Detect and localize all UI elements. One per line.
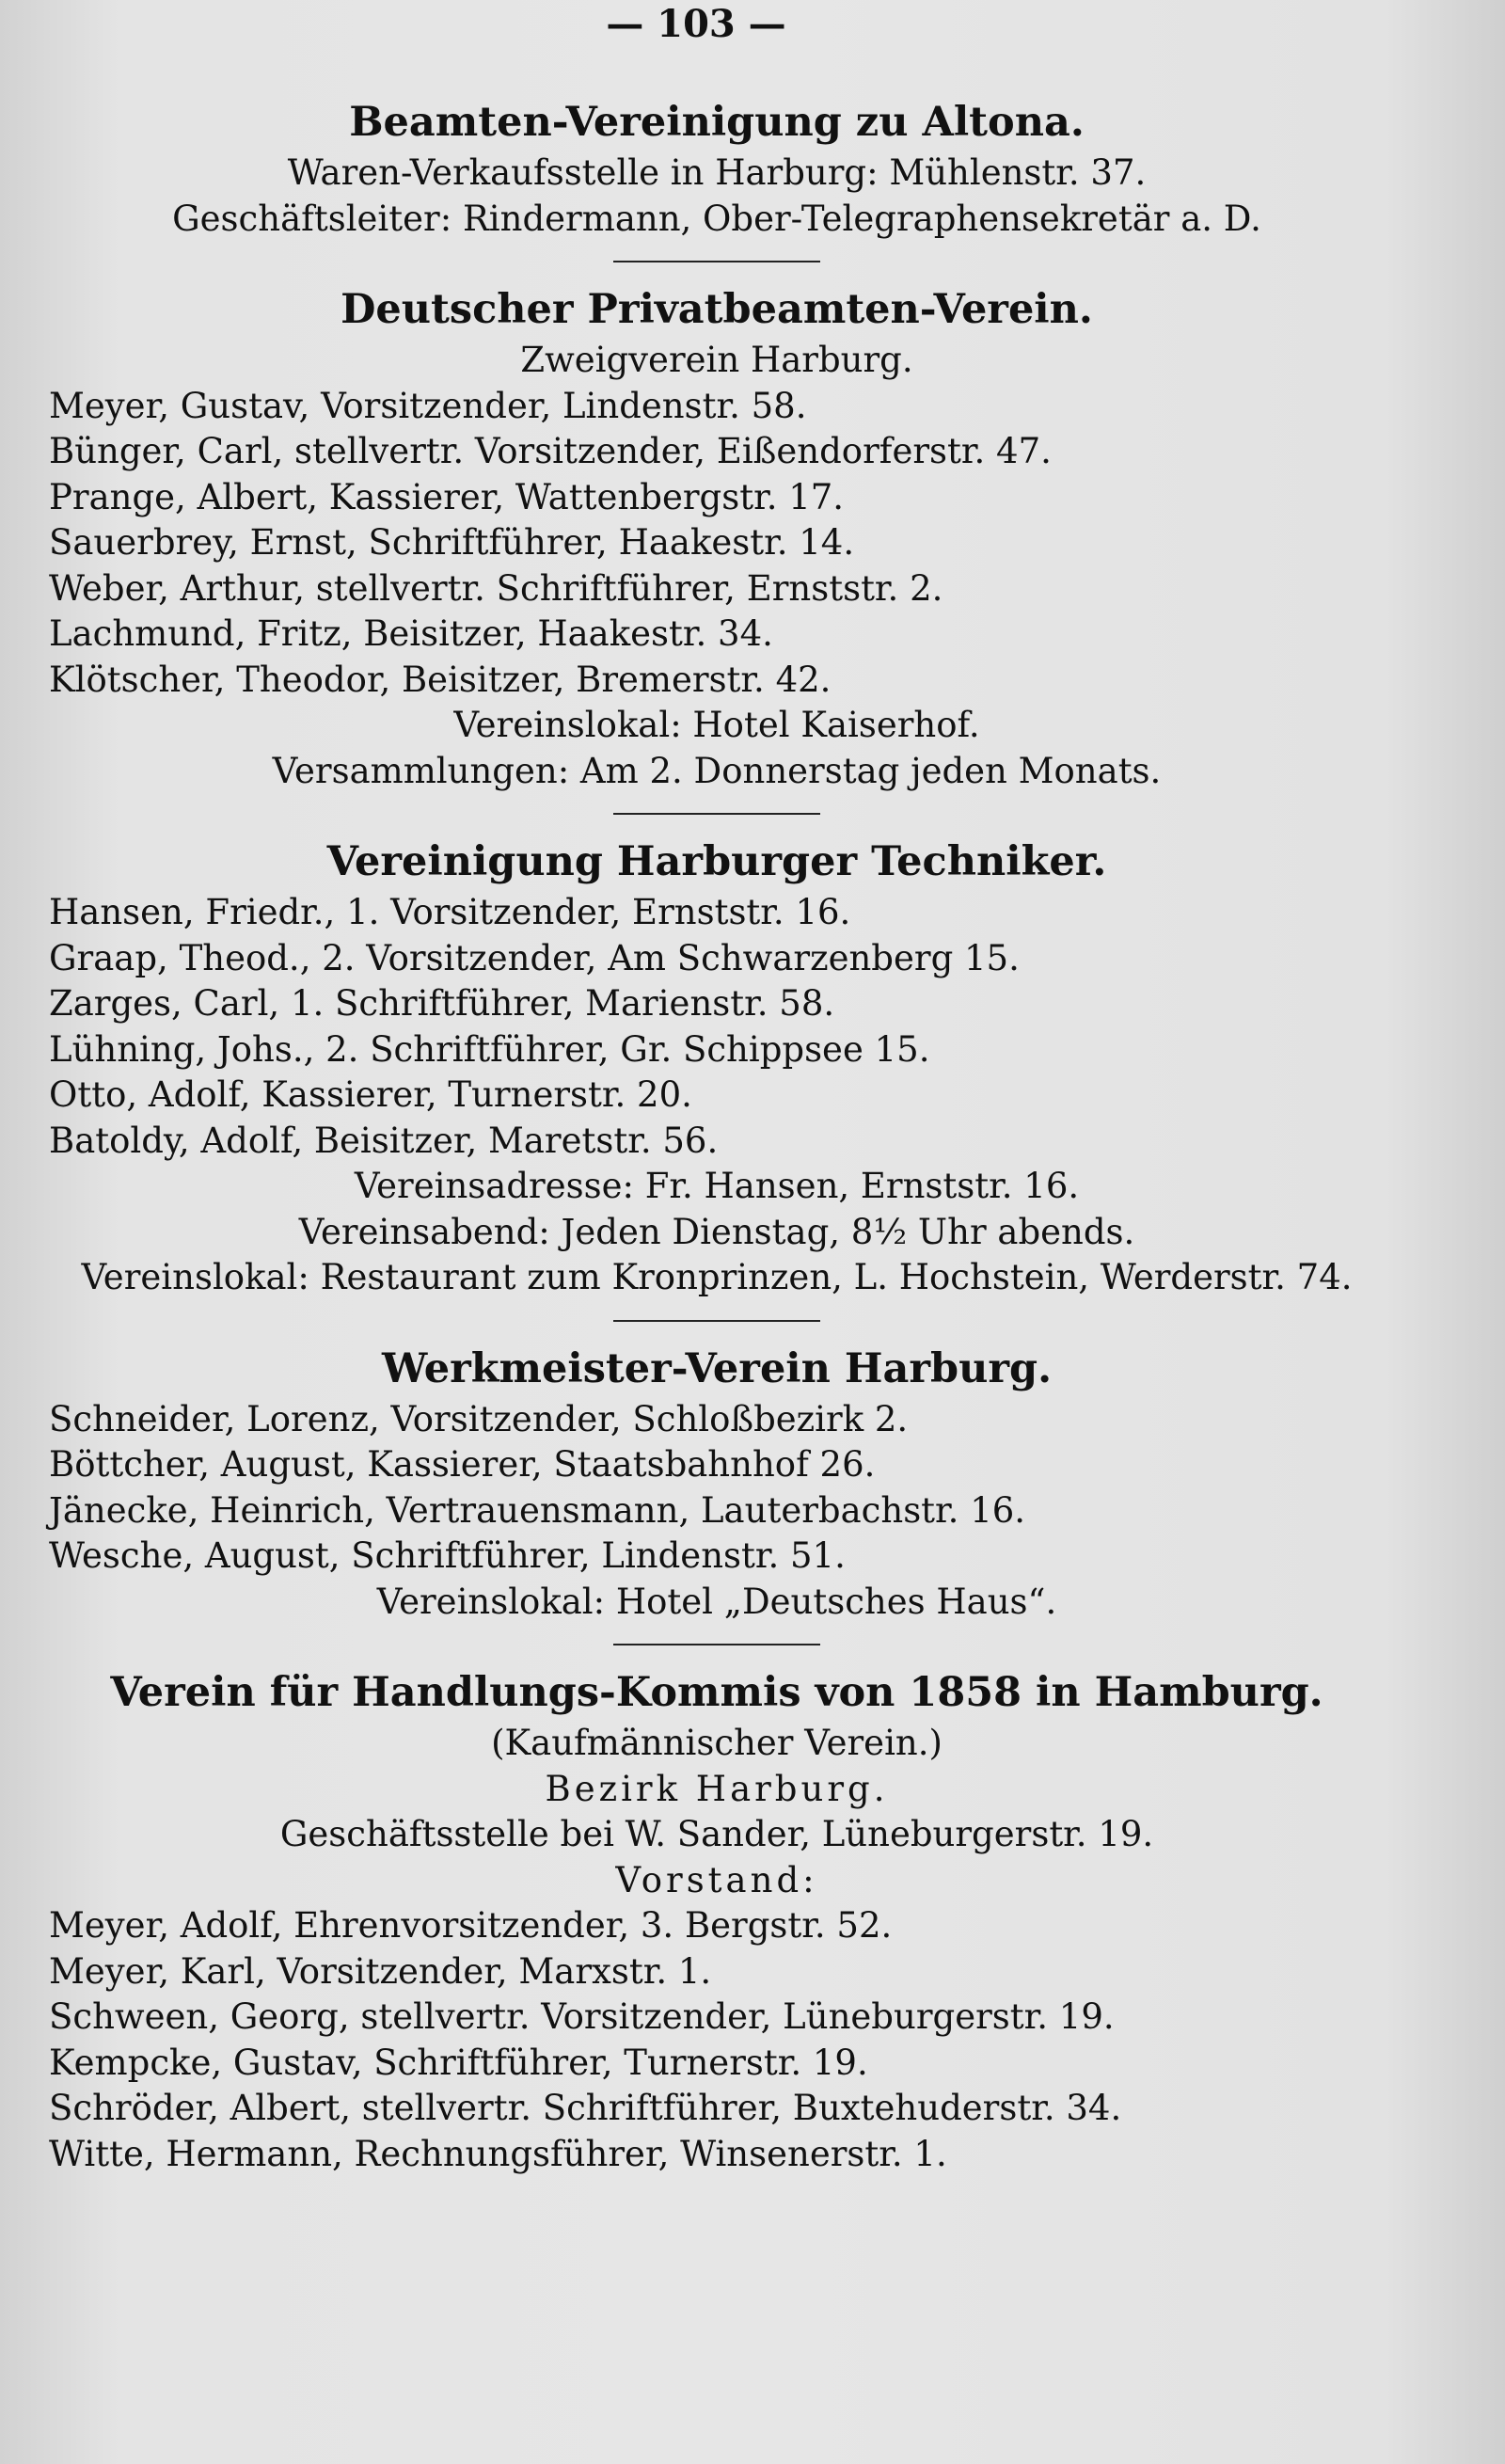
section-divider [613,261,820,262]
member-line: Otto, Adolf, Kassierer, Turnerstr. 20. [49,1074,692,1115]
section-subtitle: Zweigverein Harburg. [520,340,913,380]
note-line: Vereinslokal: Hotel Kaiserhof. [453,705,980,745]
member-line: Meyer, Gustav, Vorsitzender, Lindenstr. 58. [49,385,807,426]
info-line: Geschäftsleiter: Rindermann, Ober-Telegraphensekretär a. D. [172,198,1261,239]
member-line: Kempcke, Gustav, Schriftführer, Turnerstr. 19. [49,2042,868,2083]
member-line: Klötscher, Theodor, Beisitzer, Bremerstr. 42. [49,659,832,700]
board-label: Vorstand: [615,1859,818,1900]
member-line: Meyer, Adolf, Ehrenvorsitzender, 3. Bergstr. 52. [49,1905,893,1946]
info-line: Waren-Verkaufsstelle in Harburg: Mühlenstr. 37. [287,152,1147,193]
section-title: Vereinigung Harburger Techniker. [326,838,1107,885]
district-line: Bezirk Harburg. [545,1768,889,1809]
section-subtitle: (Kaufmännischer Verein.) [491,1723,943,1763]
page-number: — 103 — [606,2,786,46]
member-line: Schneider, Lorenz, Vorsitzender, Schloßbezirk 2. [49,1398,909,1439]
section-title: Beamten-Vereinigung zu Altona. [349,99,1085,146]
member-line: Böttcher, August, Kassierer, Staatsbahnhof 26. [49,1444,876,1485]
section-beamten-vereinigung [49,94,1385,242]
member-line: Weber, Arthur, stellvertr. Schriftführer, Ernststr. 2. [49,567,943,609]
member-line: Witte, Hermann, Rechnungsführer, Winsenerstr. 1. [49,2133,947,2174]
note-line: Vereinsadresse: Fr. Hansen, Ernststr. 16. [354,1166,1080,1206]
member-line: Lühning, Johs., 2. Schriftführer, Gr. Schippsee 15. [49,1028,930,1070]
note-line: Vereinsabend: Jeden Dienstag, 8½ Uhr abends. [298,1211,1135,1252]
member-line: Meyer, Karl, Vorsitzender, Marxstr. 1. [49,1950,712,1992]
section-title: Werkmeister-Verein Harburg. [381,1344,1053,1392]
member-line: Lachmund, Fritz, Beisitzer, Haakestr. 34. [49,613,773,654]
section-harburger-techniker [49,834,1385,1301]
office-line: Geschäftsstelle bei W. Sander, Lüneburgerstr. 19. [279,1814,1154,1854]
member-line: Zarges, Carl, 1. Schriftführer, Marienstr. 58. [49,983,835,1024]
section-title: Deutscher Privatbeamten-Verein. [341,286,1093,333]
section-divider [613,813,820,815]
section-divider [613,1644,820,1645]
section-title: Verein für Handlungs-Kommis von 1858 in Hamburg. [110,1669,1323,1716]
member-line: Batoldy, Adolf, Beisitzer, Maretstr. 56. [49,1120,719,1161]
member-line: Jänecke, Heinrich, Vertrauensmann, Lauterbachstr. 16. [49,1489,1026,1531]
member-line: Schröder, Albert, stellvertr. Schriftführer, Buxtehuderstr. 34. [49,2088,1122,2128]
note-line: Vereinslokal: Restaurant zum Kronprinzen, L. Hochstein, Werderstr. 74. [81,1257,1353,1297]
section-handlungs-kommis [49,1664,1385,2177]
note-line: Versammlungen: Am 2. Donnerstag jeden Monats. [272,750,1162,791]
member-line: Bünger, Carl, stellvertr. Vorsitzender, Eißendorferstr. 47. [49,431,1052,471]
member-line: Schween, Georg, stellvertr. Vorsitzender, Lüneburgerstr. 19. [49,1996,1115,2037]
section-divider [613,1320,820,1322]
section-privatbeamten-verein [49,281,1385,794]
page-content [49,90,1385,2177]
member-line: Sauerbrey, Ernst, Schriftführer, Haakestr. 14. [49,522,855,563]
member-line: Prange, Albert, Kassierer, Wattenbergstr. 17. [49,476,845,517]
member-line: Wesche, August, Schriftführer, Lindenstr. 51. [49,1535,846,1576]
member-line: Graap, Theod., 2. Vorsitzender, Am Schwarzenberg 15. [49,937,1020,978]
member-line: Hansen, Friedr., 1. Vorsitzender, Ernststr. 16. [49,892,851,932]
note-line: Vereinslokal: Hotel „Deutsches Haus“. [376,1581,1057,1622]
section-werkmeister-verein [49,1341,1385,1626]
